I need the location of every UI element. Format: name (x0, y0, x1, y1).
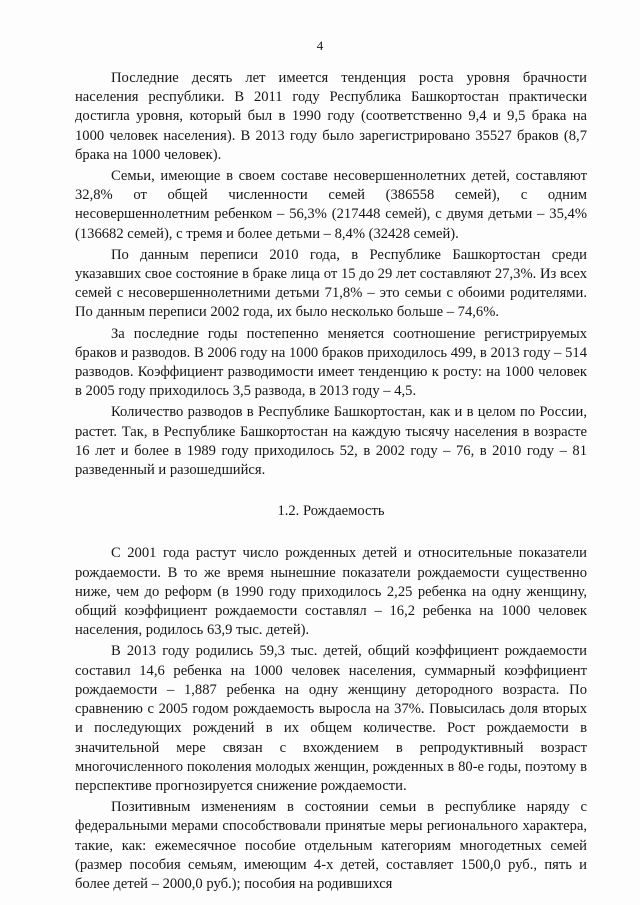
page-number: 4 (316, 38, 324, 53)
paragraph-marriage-divorce-ratio: За последние годы постепенно меняется соотношение регистрируемых браков и разводов. В 2006 году на 1000 браков приходилось 499, в 2013 году – 514 разводов. Коэффициент разводимости имеет тенденцию к росту: на 1000 человек в 2005 году приходилось 3,5 развода, в 2013 году – 4,5. (75, 325, 587, 400)
paragraph-marriage-rate: Последние десять лет имеется тенденция роста уровня брачности населения республики. В 2011 году Республика Башкортостан практически достигла уровня, который был в 1990 году (соответственно 9,4 и 9,5 брака на 1000 человек населения). В 2013 году было зарегистрировано 35527 браков (8,7 брака на 1000 человек). (75, 70, 587, 163)
document-body (75, 69, 587, 894)
paragraph-families-with-children: Семьи, имеющие в своем составе несовершеннолетних детей, составляют 32,8% от общей численности семей (386558 семей), с одним несовершеннолетним ребенком – 56,3% (217448 семей), с двумя детьми – 35,4% (136682 семей), с тремя и более детьми – 8,4% (32428 семей). (75, 168, 587, 242)
paragraph-divorce-count: Количество разводов в Республике Башкортостан, как и в целом по России, растет. Так, в Республике Башкортостан на каждую тысячу населения в возрасте 16 лет и более в 1989 году приходилось 52, в 2002 году – 76, в 2010 году – 81 разведенный и разошедшийся. (75, 404, 587, 479)
paragraph-family-support-measures: Позитивным изменениям в состоянии семьи в республике наряду с федеральными мерами способствовали принятые меры регионального характера, такие, как: ежемесячное пособие отдельным категориям многодетных семей (размер пособия семьям, имеющим 4-х детей, составляет 1500,0 руб., пять и более детей – 2000,0 руб.); пособия на родившихся (75, 799, 587, 892)
paragraph-birth-rate-trend: С 2001 года растут число рожденных детей и относительные показатели рождаемости. В то же время нынешние показатели рождаемости существенно ниже, чем до реформ (в 1990 году приходилось 2,25 ребенка на одну женщину, общий коэффициент рождаемости составлял – 16,2 ребенка на 1000 человек населения, родилось 63,9 тыс. детей). (75, 545, 587, 639)
paragraph-census-2010: По данным переписи 2010 года, в Республике Башкортостан среди указавших свое состояние в браке лица от 15 до 29 лет составляют 27,3%. Из всех семей с несовершеннолетними детьми 71,8% – это семьи с обоими родителями. По данным переписи 2002 года, их было несколько больше – 74,6%. (75, 246, 587, 321)
paragraph-birth-rate-2013: В 2013 году родились 59,3 тыс. детей, общий коэффициент рождаемости составил 14,6 ребенка на 1000 человек населения, суммарный коэффициент рождаемости – 1,887 ребенка на одну женщину детородного возраста. По сравнению с 2005 годом рождаемость выросла на 37%. Повысилась доля вторых и последующих рождений в их общем количестве. Рост рождаемости в значительной мере связан с вхождением в репродуктивный возраст многочисленного поколения молодых женщин, рожденных в 80-е годы, поэтому в перспективе прогнозируется снижение рождаемости. (75, 643, 587, 794)
section-heading: 1.2. Рождаемость (277, 503, 385, 520)
